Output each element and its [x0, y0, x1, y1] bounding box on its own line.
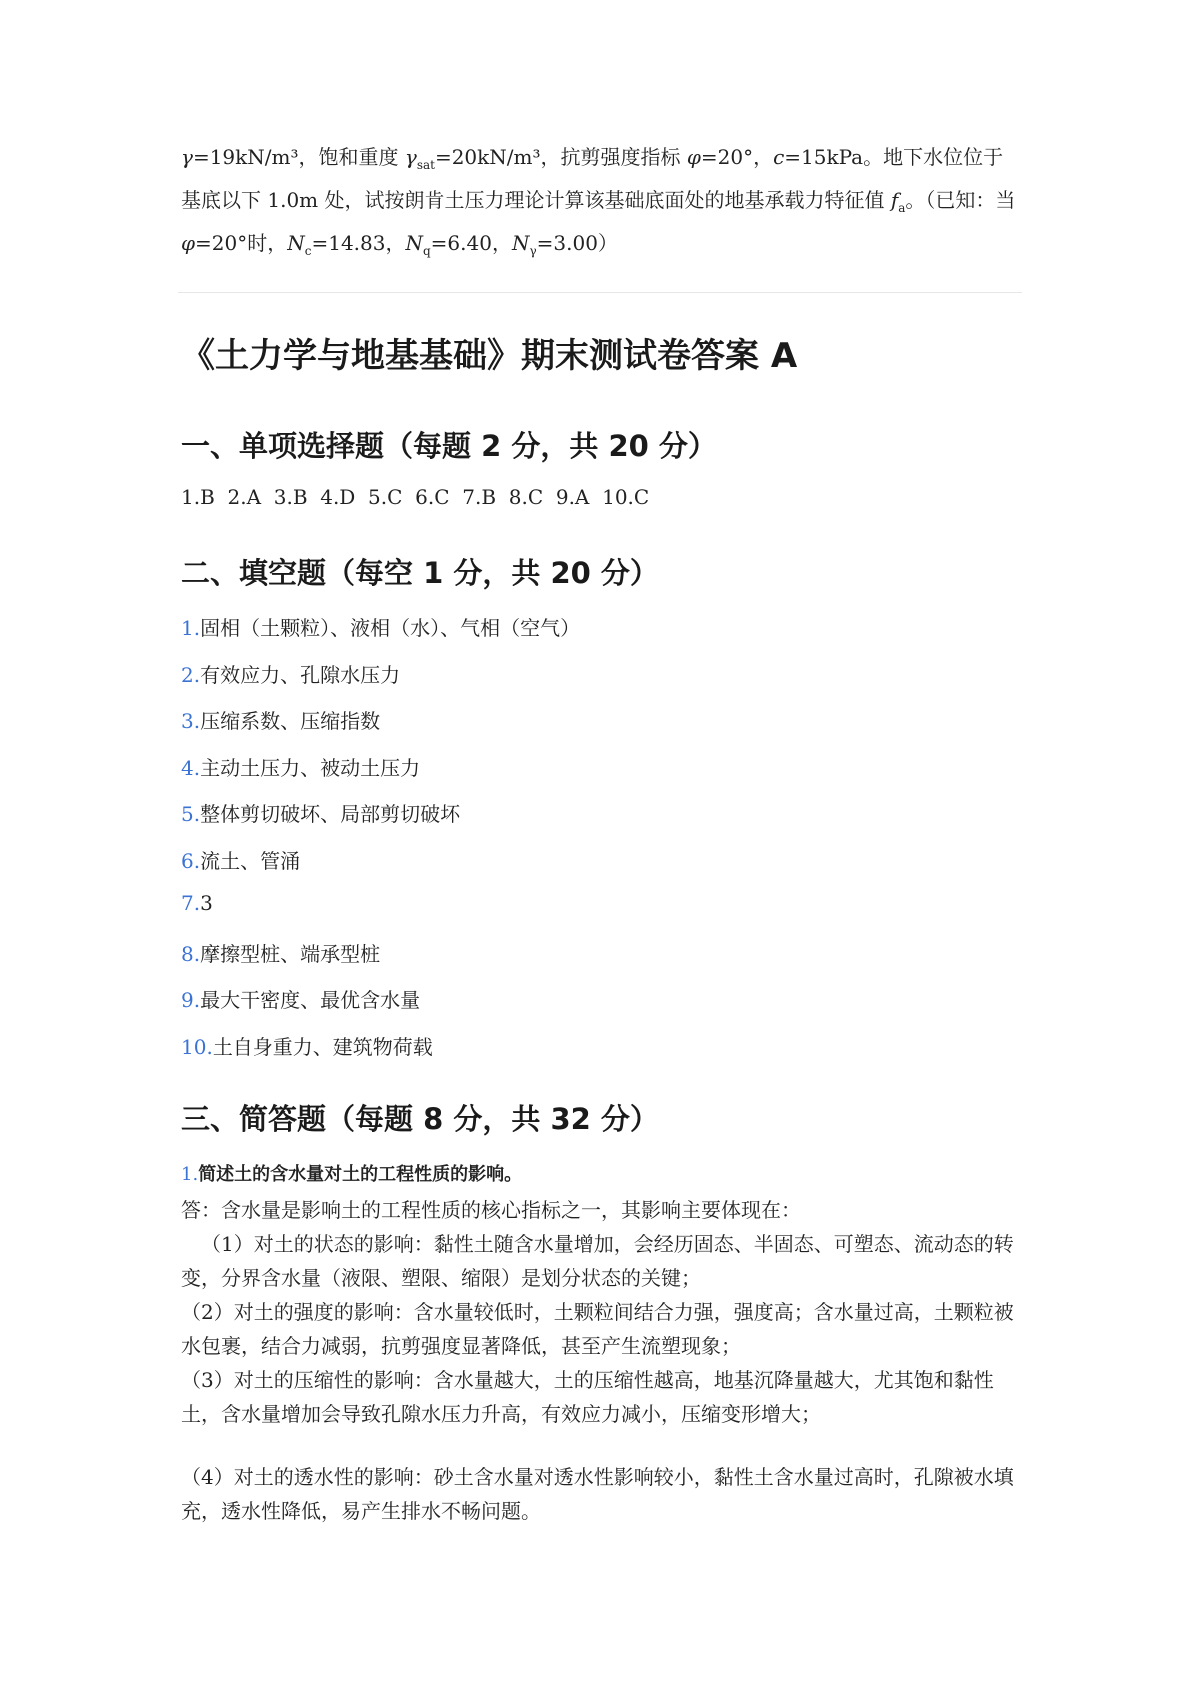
item-number: 3. [181, 709, 201, 733]
item-number: 2. [181, 662, 201, 687]
gamma-sat-subscript: sat [416, 158, 435, 172]
item-number: 5. [181, 802, 201, 826]
phi2-symbol: φ [181, 231, 196, 255]
list-item [181, 705, 580, 752]
item-text: 压缩系数、压缩指数 [200, 709, 381, 733]
item-text: 3 [200, 891, 213, 915]
nq-subscript: q [422, 244, 431, 258]
item-number: 1. [181, 616, 201, 640]
nc-value: =14.83， [311, 231, 406, 255]
item-number: 7. [181, 891, 201, 915]
nc-subscript: c [304, 244, 312, 258]
answer-point-2: （2）对土的强度的影响：含水量较低时，土颗粒间结合力强，强度高；含水量过高，土颗粒被水包裹，结合力减弱，抗剪强度显著降低，甚至产生流塑现象； [181, 1300, 1014, 1358]
ngamma-value: =3.00） [536, 231, 618, 255]
nq-value: =6.40， [430, 231, 512, 255]
list-item [181, 845, 580, 892]
item-text: 整体剪切破坏、局部剪切破坏 [200, 802, 461, 826]
ngamma-symbol: N [511, 231, 530, 255]
gamma-sat-symbol: γ [404, 145, 417, 169]
unit-weight-text: =19kN/m³，饱和重度 [192, 145, 405, 169]
phi2-value: =20°时， [195, 231, 288, 255]
section3-heading: 三、简答题（每题 8 分，共 32 分） [181, 1102, 659, 1136]
fa-subscript: a [898, 201, 906, 215]
list-item [181, 752, 580, 799]
fa-symbol: f [890, 188, 899, 212]
answer-point-1: （1）对土的状态的影响：黏性土随含水量增加，会经历固态、半固态、可塑态、流动态的转变，分界含水量（液限、塑限、缩限）是划分状态的关键； [181, 1232, 1014, 1290]
section2-heading: 二、填空题（每空 1 分，共 20 分） [181, 556, 659, 590]
item-number: 8. [181, 941, 201, 966]
list-item [181, 891, 580, 938]
item-text: 主动土压力、被动土压力 [200, 755, 421, 780]
list-item [181, 1031, 580, 1078]
item-text: 土自身重力、建筑物荷载 [212, 1034, 433, 1059]
section1-heading: 一、单项选择题（每题 2 分，共 20 分） [181, 429, 717, 463]
page-title: 《土力学与地基基础》期末测试卷答案 A [181, 336, 798, 376]
item-text: 最大干密度、最优含水量 [200, 988, 421, 1012]
gamma-symbol: γ [181, 145, 193, 169]
phi-value: =20°， [700, 145, 774, 169]
item-text: 固相（土颗粒）、液相（水）、气相（空气） [200, 616, 581, 640]
divider [178, 292, 1022, 293]
list-item [181, 938, 580, 985]
list-item [181, 984, 580, 1031]
answer-point-3: （3）对土的压缩性的影响：含水量越大，土的压缩性越高，地基沉降量越大，尤其饱和黏性土，含水量增加会导致孔隙水压力升高，有效应力减小，压缩变形增大； [181, 1368, 994, 1426]
item-number: 10. [181, 1034, 213, 1059]
fill-blank-list [181, 612, 580, 1077]
c-symbol: c [773, 145, 785, 169]
c-value-text: =15kPa。地下水位位于基底以下 1.0m 处，试按朗肯土压力理论计算该基础底面处的地基承载力特征值 [181, 145, 1004, 212]
problem-continuation [181, 140, 1021, 269]
list-item [181, 659, 580, 706]
item-text: 流土、管涌 [200, 848, 301, 873]
choice-answers: 1.B 2.A 3.B 4.D 5.C 6.C 7.B 8.C 9.A 10.C [181, 485, 650, 509]
nc-symbol: N [287, 231, 305, 255]
list-item [181, 798, 580, 845]
question-1 [181, 1160, 522, 1186]
answer-intro: 答：含水量是影响土的工程性质的核心指标之一，其影响主要体现在： [181, 1198, 801, 1222]
sat-weight-text: =20kN/m³，抗剪强度指标 [434, 145, 687, 169]
question-number: 1. [181, 1164, 199, 1185]
item-number: 4. [181, 755, 201, 780]
fa-tail: 。（已知：当 [905, 188, 1016, 212]
phi-symbol: φ [686, 145, 701, 169]
item-text: 摩擦型桩、端承型桩 [200, 941, 381, 966]
item-text: 有效应力、孔隙水压力 [200, 662, 401, 687]
list-item [181, 612, 580, 659]
answer-point-4: （4）对土的透水性的影响：砂土含水量对透水性影响较小，黏性土含水量过高时，孔隙被水填充，透水性降低，易产生排水不畅问题。 [181, 1465, 1014, 1523]
nq-symbol: N [405, 231, 423, 255]
question-text: 简述土的含水量对土的工程性质的影响。 [198, 1164, 523, 1185]
ngamma-subscript: γ [529, 244, 537, 258]
item-number: 9. [181, 988, 201, 1012]
item-number: 6. [181, 848, 201, 873]
